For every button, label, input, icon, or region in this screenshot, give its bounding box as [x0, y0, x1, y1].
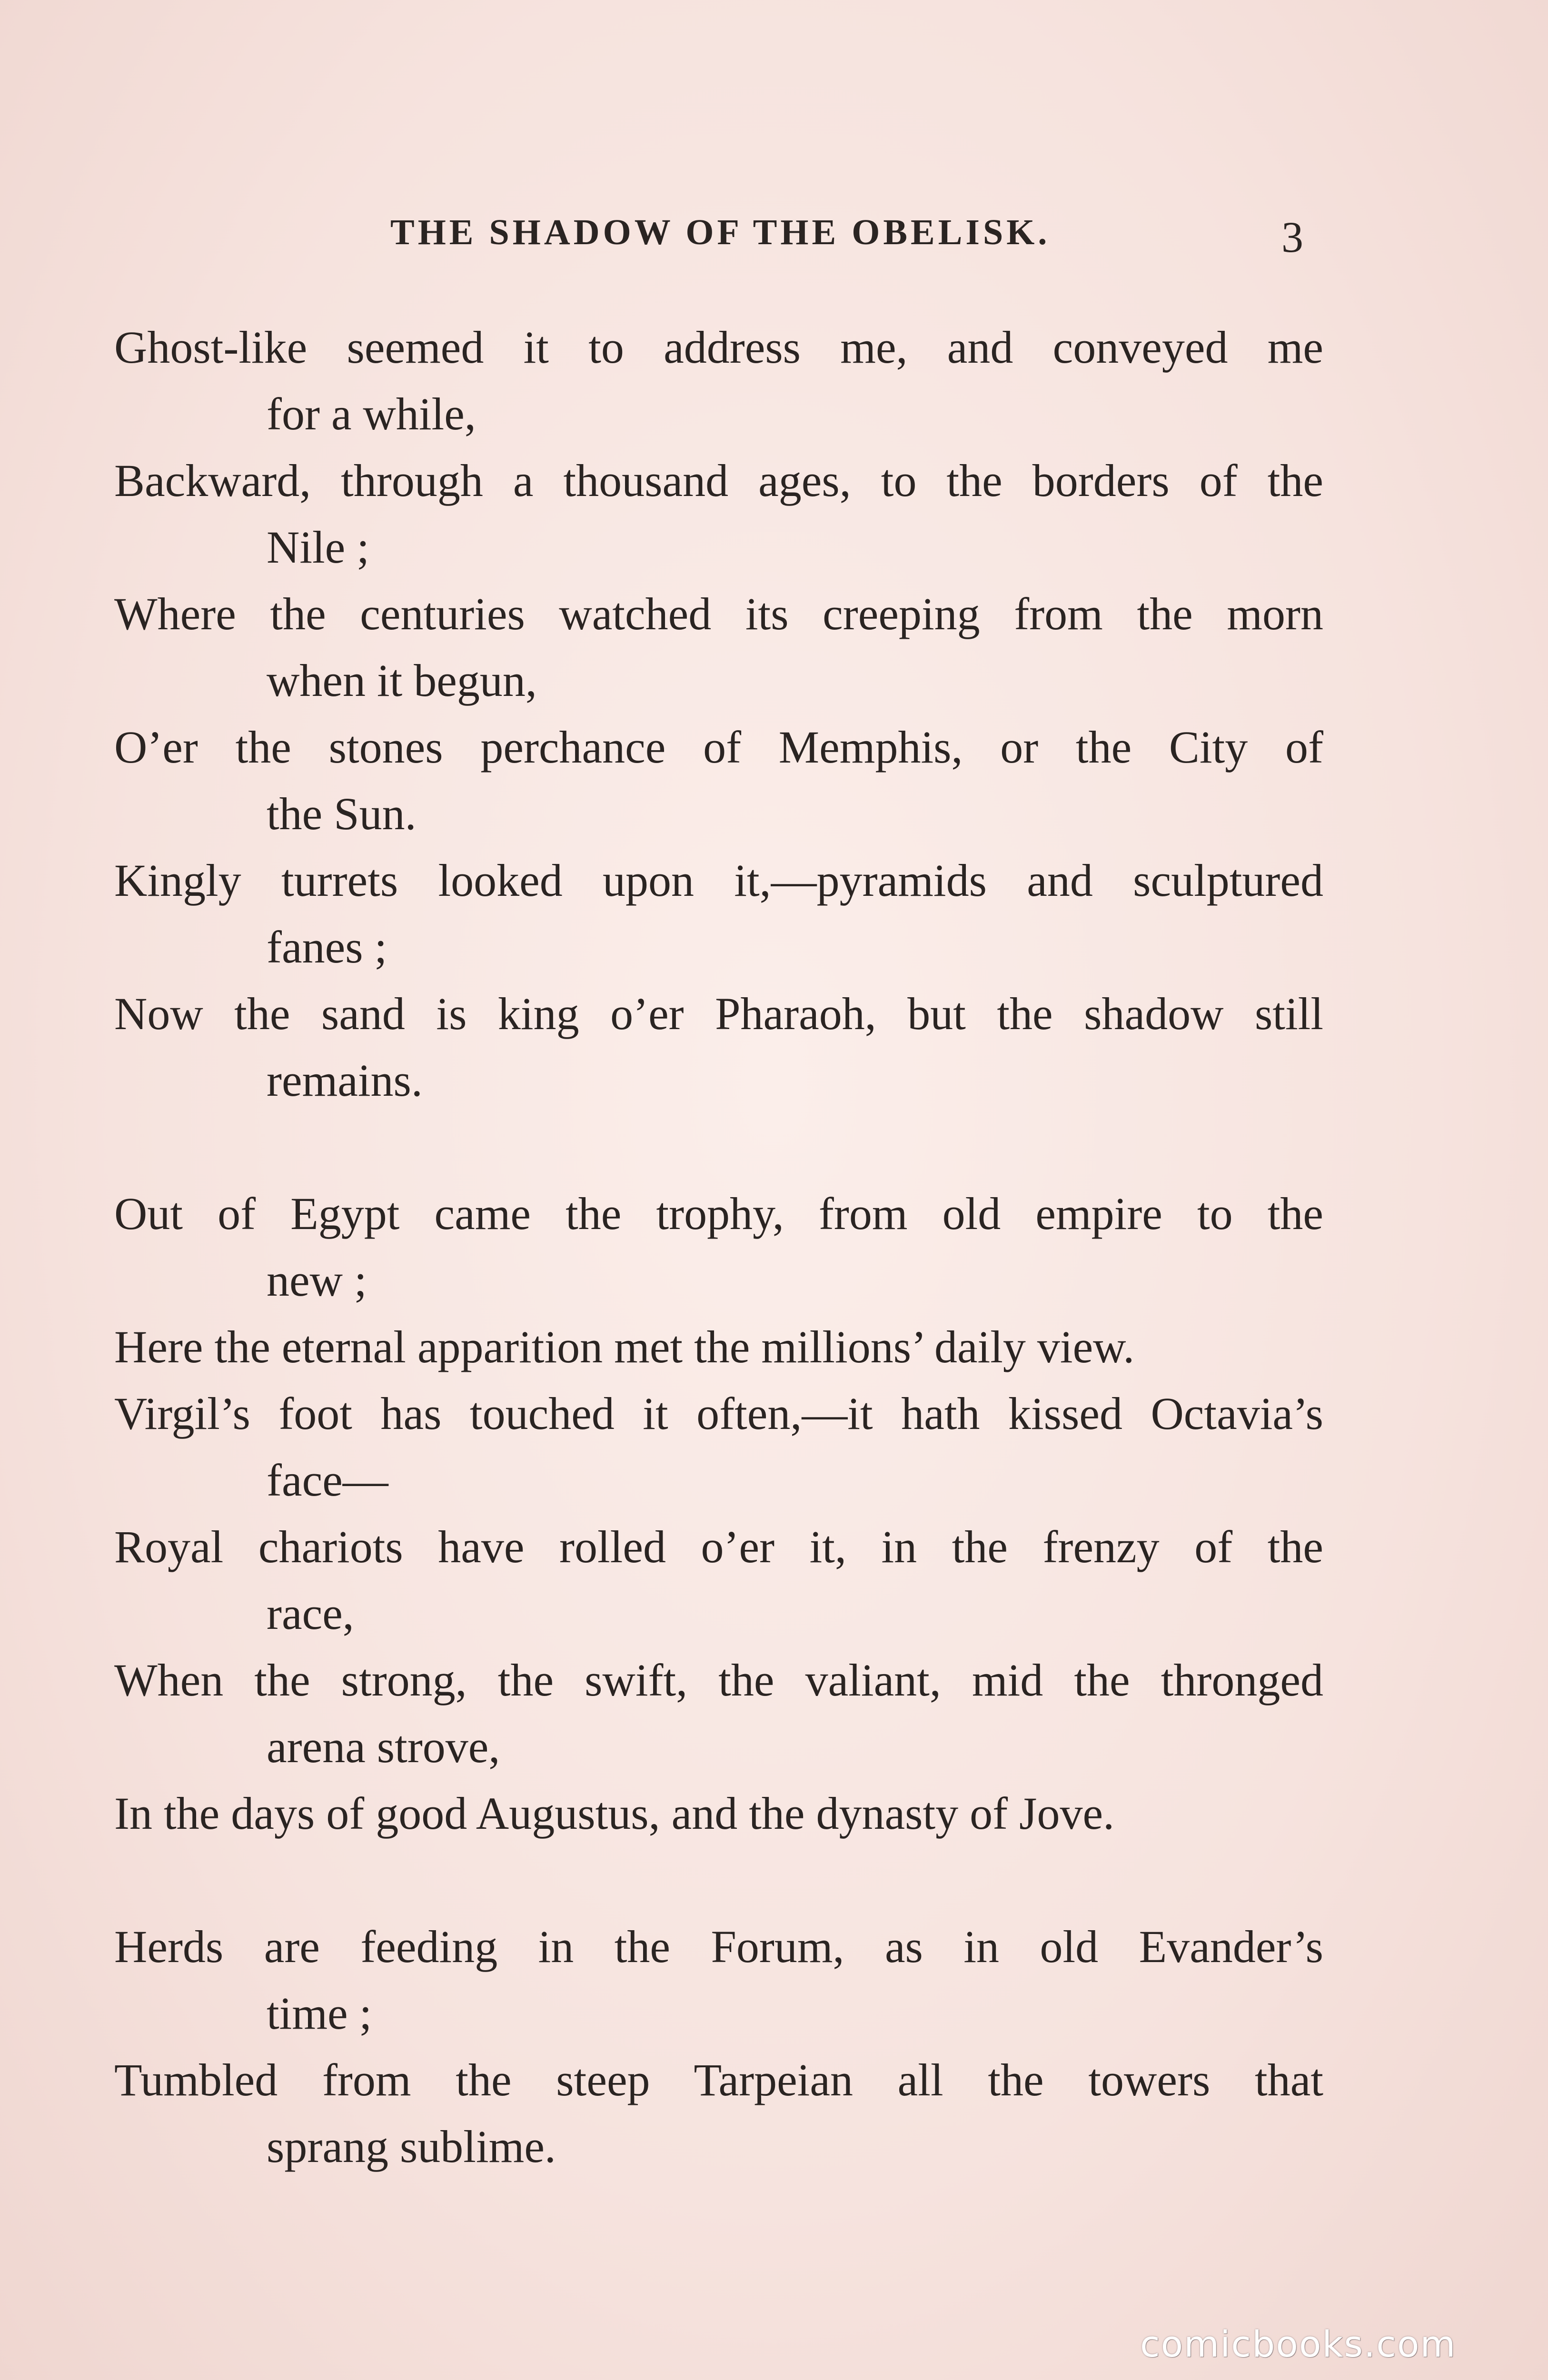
verse-line [114, 1647, 1323, 1780]
verse-line [114, 1314, 1323, 1380]
stanza-2 [114, 1180, 1323, 1847]
verse-line-text: Ghost-like seemed it to address me, and conveyed me [114, 322, 1323, 373]
watermark-logo: comicbooks.com [1140, 2323, 1457, 2365]
verse-line-text: Herds are feeding in the Forum, as in old Evander’s [114, 1921, 1323, 1972]
verse-body [114, 314, 1323, 2247]
verse-line-continuation: race, [267, 1588, 354, 1639]
verse-line-text: Here the eternal apparition met the millions’ daily view. [114, 1321, 1135, 1372]
verse-line-text: Virgil’s foot has touched it often,—it hath kissed Octavia’s [114, 1388, 1323, 1439]
page-number: 3 [1281, 213, 1303, 261]
running-title: THE SHADOW OF THE OBELISK. [390, 212, 1051, 252]
verse-line [114, 714, 1323, 847]
verse-line-continuation: Nile ; [267, 522, 369, 573]
verse-line-continuation: for a while, [267, 388, 476, 439]
verse-line-text: Backward, through a thousand ages, to the borders of the [114, 455, 1323, 506]
verse-line-text: Royal chariots have rolled o’er it, in the frenzy of the [114, 1521, 1323, 1572]
verse-line-text: Tumbled from the steep Tarpeian all the towers that [114, 2054, 1323, 2105]
verse-line [114, 981, 1323, 1114]
verse-line [114, 1914, 1323, 2047]
verse-line [114, 1380, 1323, 1514]
verse-line-text: When the strong, the swift, the valiant, mid the thronged [114, 1655, 1323, 1706]
verse-line-continuation: time ; [267, 1988, 372, 2039]
verse-line [114, 1514, 1323, 1647]
verse-line-text: Now the sand is king o’er Pharaoh, but the shadow still [114, 988, 1323, 1039]
verse-line-continuation: new ; [267, 1255, 367, 1306]
verse-line-continuation: remains. [267, 1055, 423, 1106]
verse-line [114, 314, 1323, 447]
running-head [0, 212, 1548, 259]
verse-line [114, 847, 1323, 981]
verse-line-continuation: face— [267, 1455, 388, 1506]
verse-line [114, 447, 1323, 581]
verse-line [114, 2047, 1323, 2180]
verse-line-text: Kingly turrets looked upon it,—pyramids and sculptured [114, 855, 1323, 906]
verse-line-text: O’er the stones perchance of Memphis, or the City of [114, 722, 1323, 773]
verse-line-continuation: arena strove, [267, 1721, 500, 1772]
stanza-1 [114, 314, 1323, 1114]
verse-line-text: Where the centuries watched its creeping from the morn [114, 588, 1323, 639]
verse-line-continuation: sprang sublime. [267, 2121, 556, 2172]
verse-line [114, 1780, 1323, 1847]
stanza-3 [114, 1914, 1323, 2180]
verse-line-text: In the days of good Augustus, and the dynasty of Jove. [114, 1788, 1115, 1839]
verse-line-continuation: when it begun, [267, 655, 537, 706]
verse-line-continuation: the Sun. [267, 788, 417, 839]
verse-line-text: Out of Egypt came the trophy, from old empire to the [114, 1188, 1323, 1239]
verse-line [114, 1180, 1323, 1314]
verse-line [114, 581, 1323, 714]
verse-line-continuation: fanes ; [267, 922, 387, 972]
